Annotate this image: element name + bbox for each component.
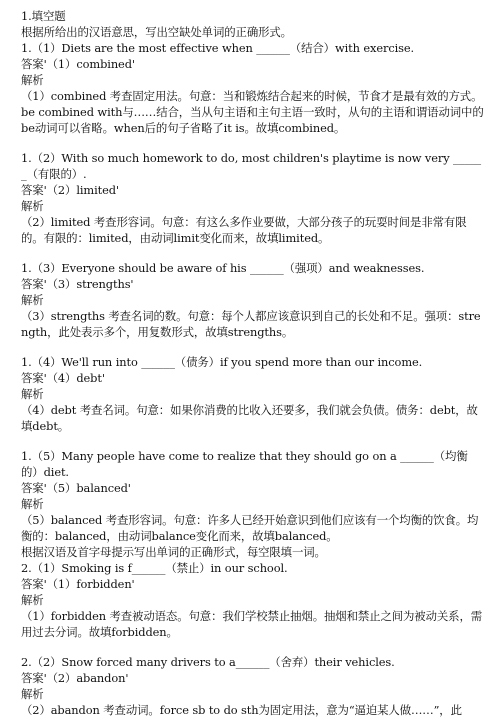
analysis-text-1-3: （3）strengths 考查名词的数。句意：每个人都应该意识到自己的长处和不足。强项：strength，此处表示多个，用复数形式，故填strengths。 [21,309,481,339]
instruction-text-2: 根据汉语及首字母提示写出单词的正确形式，每空限填一词。 [21,545,326,559]
analysis-text-1-2: （2）limited 考查形容词。句意：有这么多作业要做，大部分孩子的玩耍时间是非常有限的。有限的：limited，由动词limit变化而来，故填limited。 [21,215,467,245]
spacer [21,434,484,448]
question-2-2: 2.（2）Snow forced many drivers to a______（舍弃）their vehicles. [21,655,395,669]
question-1-1: 1.（1）Diets are the most effective when ______（结合）with exercise. [21,41,415,55]
spacer [21,340,484,354]
answer-1-5: 答案'（5）balanced' [21,481,131,495]
analysis-text-1-4: （4）debt 考查名词。句意：如果你消费的比收入还要多，我们就会负债。债务：debt，故填debt。 [21,403,478,433]
question-1-4: 1.（4）We'll run into ______（债务）if you spend more than our income. [21,355,423,369]
analysis-label-1-2: 解析 [21,199,44,213]
answer-2-1: 答案'（1）forbidden' [21,577,135,591]
analysis-text-2-2: （2）abandon 考查动词。force sb to do sth为固定用法，意为“逼迫某人做……”，此 [21,703,462,717]
analysis-text-1-5: （5）balanced 考查形容词。句意：许多人已经开始意识到他们应该有一个均衡的饮食。均衡的：balanced，由动词balance变化而来，故填balanced。 [21,513,479,543]
analysis-label-2-2: 解析 [21,687,44,701]
analysis-label-1-1: 解析 [21,73,44,87]
section-heading: 1.填空题 [21,9,66,23]
answer-1-1: 答案'（1）combined' [21,57,135,71]
analysis-label-1-5: 解析 [21,497,44,511]
analysis-label-1-4: 解析 [21,387,44,401]
question-1-3: 1.（3）Everyone should be aware of his ______（强项）and weaknesses. [21,261,425,275]
spacer [21,136,484,150]
analysis-label-2-1: 解析 [21,593,44,607]
answer-2-2: 答案'（2）abandon' [21,671,129,685]
question-2-1: 2.（1）Smoking is f______（禁止）in our school. [21,561,288,575]
question-1-2: 1.（2）With so much homework to do, most children's playtime is now very ______（有限的）. [21,151,482,181]
answer-1-2: 答案'（2）limited' [21,183,120,197]
analysis-text-1-1: （1）combined 考查固定用法。句意：当和锻炼结合起来的时候，节食才是最有效的方式。be combined with与……结合，当从句主语和主句主语一致时，从句的主语和谓语动词中的be动词可以省略。when后的句子省略了it is。故填combined。 [21,89,484,135]
question-1-5: 1.（5）Many people have come to realize that they should go on a ______（均衡的）diet. [21,449,468,479]
analysis-text-2-1: （1）forbidden 考查被动语态。句意：我们学校禁止抽烟。抽烟和禁止之间为被动关系，需用过去分词。故填forbidden。 [21,609,483,639]
analysis-label-1-3: 解析 [21,293,44,307]
answer-1-3: 答案'（3）strengths' [21,277,134,291]
spacer [21,640,484,654]
answer-1-4: 答案'（4）debt' [21,371,105,385]
instruction-text: 根据所给出的汉语意思，写出空缺处单词的正确形式。 [21,25,292,39]
spacer [21,246,484,260]
